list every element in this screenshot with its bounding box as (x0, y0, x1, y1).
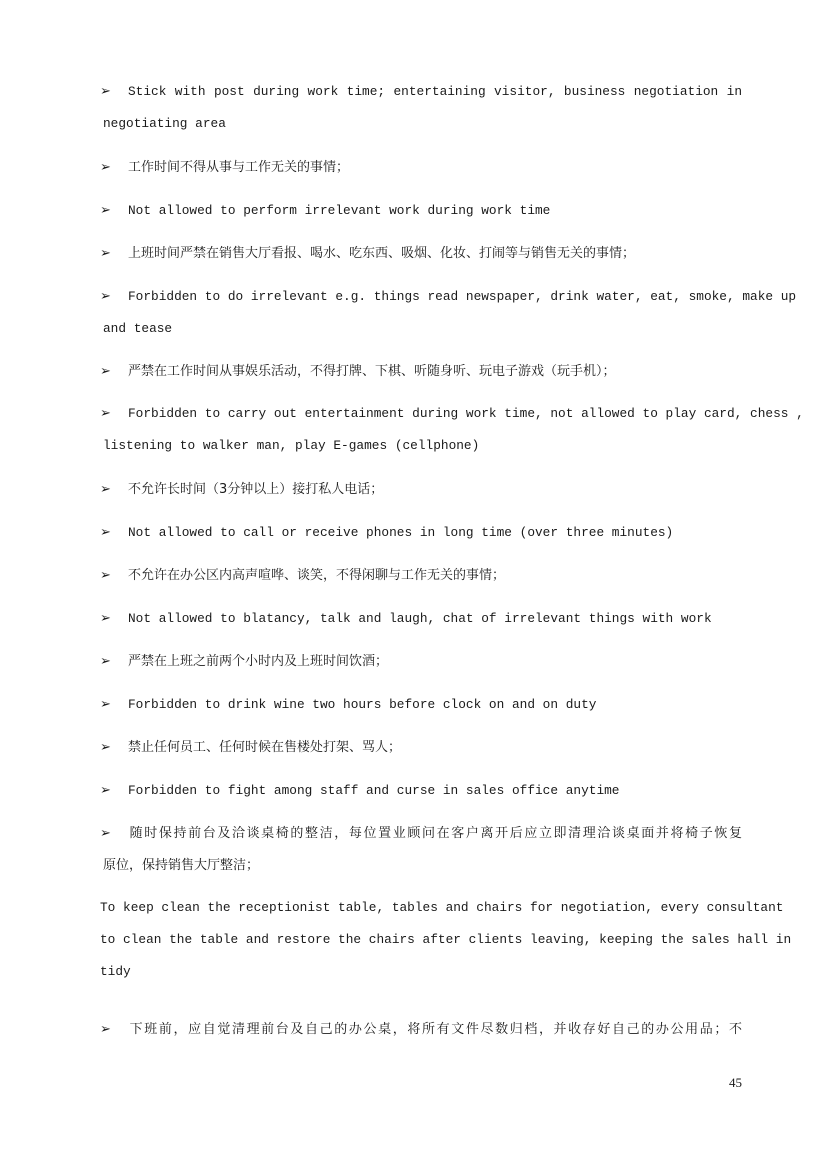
arrow-bullet-icon: ➢ (100, 246, 111, 261)
list-item: ➢ Forbidden to carry out entertainment during work time, not allowed to play card, chess , listening to walker man, play E-games (cellphone) (100, 398, 742, 462)
arrow-bullet-icon: ➢ (100, 160, 111, 175)
list-item: ➢ 上班时间严禁在销售大厅看报、喝水、吃东西、吸烟、化妆、打闹等与销售无关的事情； (100, 238, 742, 270)
arrow-bullet-icon: ➢ (100, 826, 111, 841)
list-item: ➢ Not allowed to perform irrelevant work during work time (100, 195, 742, 227)
arrow-bullet-icon: ➢ (100, 364, 111, 379)
arrow-bullet-icon: ➢ (100, 289, 111, 304)
arrow-bullet-icon: ➢ (100, 525, 111, 540)
list-item: ➢ 禁止任何员工、任何时候在售楼处打架、骂人； (100, 732, 742, 764)
list-item: ➢ Stick with post during work time; entertaining visitor, business negotiation in negotiating area (100, 76, 742, 140)
list-item: ➢ Forbidden to do irrelevant e.g. things read newspaper, drink water, eat, smoke, make up and tease (100, 281, 742, 345)
arrow-bullet-icon: ➢ (100, 697, 111, 712)
arrow-bullet-icon: ➢ (100, 84, 111, 99)
arrow-bullet-icon: ➢ (100, 482, 111, 497)
list-item: ➢ 不允许在办公区内高声喧哗、谈笑，不得闲聊与工作无关的事情； (100, 560, 742, 592)
list-item: ➢ Forbidden to drink wine two hours before clock on and on duty (100, 689, 742, 721)
arrow-bullet-icon: ➢ (100, 406, 111, 421)
arrow-bullet-icon: ➢ (100, 783, 111, 798)
arrow-bullet-icon: ➢ (100, 740, 111, 755)
list-item: ➢ 不允许长时间（3分钟以上）接打私人电话； (100, 474, 742, 506)
list-item: ➢ Not allowed to call or receive phones in long time (over three minutes) (100, 517, 742, 549)
arrow-bullet-icon: ➢ (100, 611, 111, 626)
list-item: ➢ 下班前，应自觉清理前台及自己的办公桌，将所有文件尽数归档，并收存好自己的办公用品；不 (100, 1014, 742, 1046)
arrow-bullet-icon: ➢ (100, 1022, 111, 1037)
list-item: ➢ 随时保持前台及洽谈桌椅的整洁，每位置业顾问在客户离开后应立即清理洽谈桌面并将椅子恢复 原位，保持销售大厅整洁； (100, 818, 742, 882)
arrow-bullet-icon: ➢ (100, 203, 111, 218)
list-item: ➢ 工作时间不得从事与工作无关的事情； (100, 152, 742, 184)
arrow-bullet-icon: ➢ (100, 654, 111, 669)
list-item: ➢ 严禁在工作时间从事娱乐活动，不得打牌、下棋、听随身听、玩电子游戏（玩手机）； (100, 356, 742, 388)
page-number: 45 (729, 1075, 742, 1090)
list-item: ➢ 严禁在上班之前两个小时内及上班时间饮酒； (100, 646, 742, 678)
list-item: ➢ Not allowed to blatancy, talk and laugh, chat of irrelevant things with work (100, 603, 742, 635)
body-paragraph: To keep clean the receptionist table, tables and chairs for negotiation, every consultant to clean the table and restore the chairs after clients leaving, keeping the sales hall in tidy (100, 900, 792, 979)
list-item: ➢ Forbidden to fight among staff and curse in sales office anytime (100, 775, 742, 807)
arrow-bullet-icon: ➢ (100, 568, 111, 583)
